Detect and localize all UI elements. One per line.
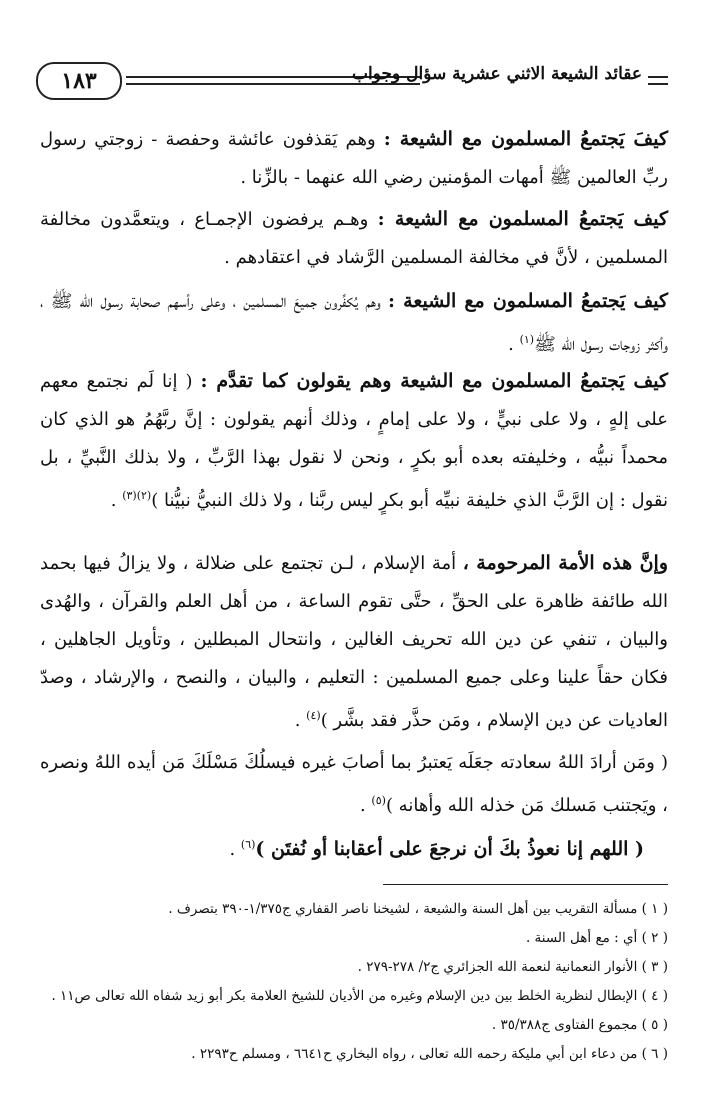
paragraph-tail: . xyxy=(294,710,307,731)
running-title: عقائد الشيعة الاثني عشرية سؤال وجواب xyxy=(352,64,642,84)
footnote-ref[interactable]: (٢)(٣) xyxy=(122,489,152,502)
paragraph-1 xyxy=(40,120,668,197)
header-dash xyxy=(648,76,668,78)
paragraph-lead: كيفَ يَجتمعُ المسلمون مع الشيعة : xyxy=(383,128,668,150)
header-dash xyxy=(648,83,668,85)
paragraph-lead: ( اللهم إنا نعوذُ بكَ أن نرجعَ على أعقابنا أو نُفتَن ) xyxy=(255,838,644,860)
paragraph-6 xyxy=(40,744,668,825)
paragraph-2 xyxy=(40,200,668,277)
paragraph-lead: كيف يَجتمعُ المسلمون مع الشيعة : xyxy=(388,290,668,312)
footnote: ( ٥ ) مجموع الفتاوى ج٣٥/٣٨٨ . xyxy=(491,1017,668,1033)
paragraph-text: ( إنا لَم نجتمع معهم على إلهٍ ، ولا على نبيٍّ ، ولا على إمامٍ ، وذلك أنهم يقولون : إنَّ ربَّهُمُ هو الذي كان محمداً نبيُّه ، وخليفته بعده أبو بكرٍ ، ونحن لا نقول بهذا الرَّبِّ ، ولا بذلك النَّبيِّ ، بل نقول : إن الرَّبَّ الذي خليفة نبيِّه أبو بكرٍ ليس ربَّنا ، ولا ذلك النبيُّ نبيُّنا ) xyxy=(40,371,668,511)
paragraph-3 xyxy=(40,282,668,364)
paragraph-tail: . xyxy=(110,490,123,511)
footnote: ( ٤ ) الإبطال لنظرية الخلط بين دين الإسلام وغيره من الأديان للشيخ العلامة بكر أبو زيد شفاه الله تعالى ص١١ . xyxy=(51,988,668,1004)
footnote: ( ٢ ) أي : مع أهل السنة . xyxy=(525,930,668,946)
footnote-ref[interactable]: (٦) xyxy=(240,838,256,851)
page-number: ١٨٣ xyxy=(36,62,122,100)
paragraph-5 xyxy=(40,544,668,740)
footnote: ( ٣ ) الأنوار النعمانية لنعمة الله الجزائري ج٢/ ٢٧٨-٢٧٩ . xyxy=(357,959,668,975)
paragraph-text: وهم يَقذفون عائشة وحفصة - زوجتي رسول ربِّ العالمين ﷺ أمهات المؤمنين رضي الله عنهما - بالزِّنا . xyxy=(40,129,668,188)
footnote-ref[interactable]: (١) xyxy=(519,333,535,346)
paragraph-text: وهـم يرفضون الإجمـاع ، ويتعمَّدون مخالفة المسلمين ، لأنَّ في مخالفة المسلمين الرَّشاد في اعتقادهم . xyxy=(40,209,668,268)
paragraph-text: أمة الإسلام ، لـن تجتمع على ضلالة ، ولا يزالُ فيها بحمد الله طائفة ظاهرة على الحقِّ ، حتَّى تقوم الساعة ، من أهل العلم والقرآن ، والهُدى والبيان ، تنفي عن دين الله تحريف الغالين ، وانتحال المبطلين ، وتأويل الجاهلين ، فكان حقاً علينا وعلى جميع المسلمين : التعليم ، والبيان ، والنصح ، والإرشاد ، وصدّ العاديات عن دين الإسلام ، ومَن حذَّر فقد بشَّر ) xyxy=(40,553,668,731)
footnote: ( ١ ) مسألة التقريب بين أهل السنة والشيعة ، لشيخنا ناصر القفاري ج١/٣٧٥-٣٩٠ بتصرف . xyxy=(168,901,668,917)
page-header xyxy=(36,62,668,102)
paragraph-lead: كيف يَجتمعُ المسلمون مع الشيعة وهم يقولون كما تقدَّم : xyxy=(200,370,668,392)
paragraph-tail: . xyxy=(229,839,241,860)
paragraph-lead: وإنَّ هذه الأمة المرحومة ، xyxy=(462,552,669,574)
footnote-separator xyxy=(383,884,668,885)
footnotes xyxy=(40,895,668,1069)
paragraph-text: ( ومَن أرادَ اللهُ سعادته جعَلَه يَعتبرُ بما أصابَ غيره فيسلُكَ مَسْلَكَ مَن أيده اللهُ ونصره ، ويَجتنب مَسلك مَن خذله الله وأهانه ) xyxy=(40,752,668,816)
paragraph-tail: . xyxy=(508,334,520,355)
footnote-ref[interactable]: (٤) xyxy=(306,709,321,722)
paragraph-tail: . xyxy=(359,795,372,816)
paragraph-7 xyxy=(40,826,644,869)
paragraph-lead: كيف يَجتمعُ المسلمون مع الشيعة : xyxy=(377,208,668,230)
paragraph-text: وهم يُكفِّرون جميعَ المسلمين ، وعلى رأسهم صحابة رسول الله ﷺ ، وأكثر زوجات رسول الله ﷺ xyxy=(40,291,668,355)
paragraph-4 xyxy=(40,362,668,520)
footnote: ( ٦ ) من دعاء ابن أبي مليكة رحمه الله تعالى ، رواه البخاري ح٦٦٤١ ، ومسلم ح٢٢٩٣ . xyxy=(191,1046,668,1062)
footnote-ref[interactable]: (٥) xyxy=(371,794,386,807)
